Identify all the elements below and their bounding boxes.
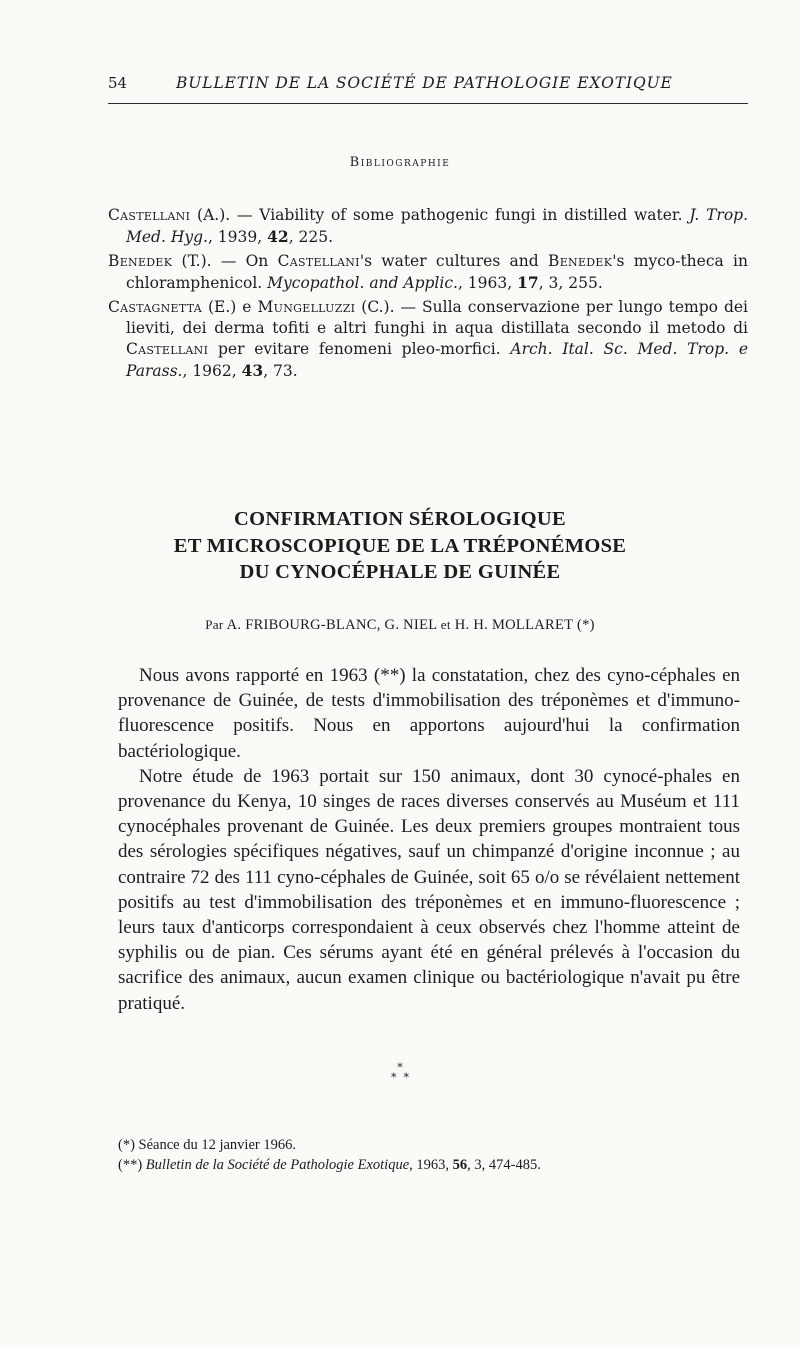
ref-title: 's myco-theca in chloramphenicol. [126, 252, 748, 292]
ref-journal: Mycopathol. and Applic. [267, 274, 458, 292]
bibliography-list [108, 205, 748, 385]
ref-journal: J. Trop. Med. Hyg. [126, 206, 748, 246]
article-title [100, 506, 700, 586]
page-number: 54 [108, 74, 128, 92]
journal-title: BULLETIN DE LA SOCIÉTÉ DE PATHOLOGIE EXOTIQUE [176, 74, 673, 92]
ref-title: 's water cultures and [359, 252, 548, 270]
article-body [118, 663, 740, 1016]
ref-title: Viability of some pathogenic fungi in distilled water. [259, 206, 690, 224]
ref-volume: 43 [241, 361, 264, 380]
ref-journal: Arch. Ital. Sc. Med. Trop. e Parass. [126, 340, 748, 380]
paragraph: Nous avons rapporté en 1963 (**) la constatation, chez des cyno-céphales en provenance de Guinée, de tests d'immobilisation des tréponèmes et d'immuno-fluorescence positifs. Nous en apportons aujourd'hui la confirmation bactériologique. [118, 665, 740, 762]
running-head [108, 74, 748, 100]
ref-initials: (C.). — [355, 298, 423, 316]
ref-name: Castellani [277, 252, 360, 270]
ref-volume: 17 [517, 273, 539, 292]
bibliography-heading: Bibliographie [349, 155, 451, 170]
ref-title: per evitare fenomeni pleo-morfici. [208, 340, 511, 358]
author-last: H. H. MOLLARET (*) [454, 617, 595, 633]
ref-pages: , 225. [288, 228, 334, 246]
ref-name: Castellani [126, 340, 209, 358]
ref-title: Sulla conservazione per lungo tempo dei lieviti, dei derma tofiti e altri funghi in aqua distillata secondo il metodo di [126, 298, 748, 337]
footnote-1: (*) Séance du 12 janvier 1966. [118, 1137, 296, 1153]
et-label: et [440, 617, 451, 632]
ref-name: Mungelluzzi [257, 298, 356, 316]
footnotes [118, 1135, 758, 1175]
author-line [0, 617, 800, 634]
ref-initials: (A.). — [190, 206, 260, 224]
par-label: Par [205, 617, 224, 632]
asterism-star-pair: * * [391, 1071, 409, 1084]
asterism-separator [380, 1063, 420, 1093]
ref-author: Castellani [108, 206, 191, 224]
ref-initials: (E.) e [201, 298, 258, 316]
title-line: DU CYNOCÉPHALE DE GUINÉE [239, 561, 561, 583]
footnote-year: , 1963, [409, 1157, 453, 1173]
ref-pages: , 73. [263, 362, 298, 380]
footnote-2 [118, 1155, 758, 1175]
ref-author: Benedek [108, 252, 173, 270]
footnote-volume: 56 [452, 1157, 468, 1173]
footnote-pages: , 3, 474-485. [467, 1157, 541, 1173]
ref-year: , 1962, [182, 362, 242, 380]
asterism-star: * [397, 1061, 403, 1074]
ref-pages: , 3, 255. [538, 274, 603, 292]
title-line: ET MICROSCOPIQUE DE LA TRÉPONÉMOSE [173, 534, 627, 557]
ref-year: , 1939, [207, 228, 268, 246]
ref-initials: (T.). — On [172, 252, 278, 270]
ref-year: , 1963, [457, 274, 518, 292]
footnote-mark: (**) [118, 1157, 146, 1173]
ref-author: Castagnetta [108, 298, 202, 316]
title-line: CONFIRMATION SÉROLOGIQUE [233, 508, 566, 530]
ref-name: Benedek [548, 252, 613, 270]
reference-1 [108, 205, 748, 248]
head-rule [108, 103, 748, 104]
authors: A. FRIBOURG-BLANC, G. NIEL [226, 617, 437, 633]
footnote-journal: Bulletin de la Société de Pathologie Exotique [145, 1157, 410, 1173]
reference-3 [108, 297, 748, 382]
paragraph: Notre étude de 1963 portait sur 150 animaux, dont 30 cynocé-phales en provenance du Kenya, 10 singes de races diverses conservés au Muséum et 111 cynocéphales provenant de Guinée. Les deux premiers groupes montraient tous des sérologies spécifiques négatives, sauf un chimpanzé d'origine inconnue ; au contraire 72 des 111 cyno-céphales de Guinée, soit 65 o/o se révélaient nettement positifs au test d'immobilisation des tréponèmes et en immuno-fluorescence ; leurs taux d'anticorps correspondaient à ceux observés chez l'homme atteint de syphilis ou de pian. Ces sérums ayant été en général prélevés à l'occasion du sacrifice des animaux, aucun examen clinique ou bactériologique n'avait pu être pratiqué. [118, 765, 740, 1014]
reference-2 [108, 251, 748, 294]
ref-volume: 42 [267, 227, 289, 246]
